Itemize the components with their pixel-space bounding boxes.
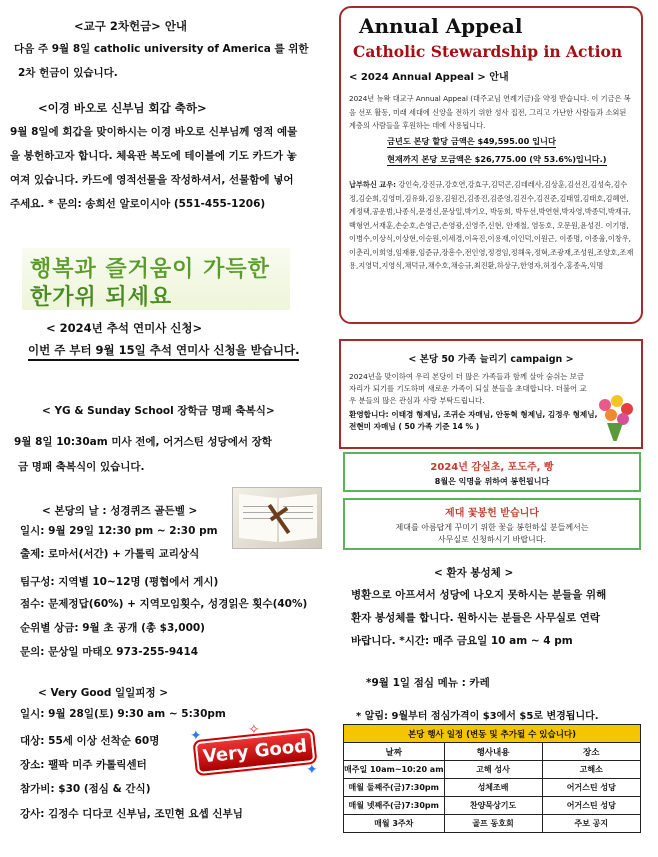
anniversary-line: 을 봉헌하고자 합니다. 체육관 복도에 테이블에 기도 카드가 놓 <box>10 150 297 162</box>
verygood-title: < Very Good 일일피정 > <box>38 687 169 699</box>
table-cell: 주보 공지 <box>542 815 640 833</box>
anniversary-line: 여져 있습니다. 카드에 영적선물을 작성하셔서, 선물함에 넣어 <box>10 174 294 186</box>
verygood-line: 참가비: $30 (점심 & 간식) <box>20 783 151 795</box>
table-cell: 고해소 <box>542 761 640 779</box>
parish-day-line: 문의: 문상일 마태오 973-255-9414 <box>20 646 199 658</box>
appeal-current: 현재까지 본당 모금액은 $26,775.00 (약 53.6%)입니다.) <box>387 154 607 164</box>
parish-day-line: 순위별 상금: 9월 초 공개 (총 $3,000) <box>20 622 205 634</box>
altar-flowers-title: 제대 꽃봉헌 받습니다 <box>445 508 539 519</box>
table-cell: 어거스틴 성당 <box>542 779 640 797</box>
chuseok-line: 이번 주 부터 9월 15일 추석 연미사 신청을 받습니다. <box>28 342 299 361</box>
altar-flowers-text <box>345 522 639 546</box>
campaign-title: < 본당 50 가족 늘리기 campaign > <box>408 354 574 365</box>
visitation-line: 병환으로 아프셔서 성당에 나오지 못하시는 분들을 위해 <box>351 589 607 601</box>
scholarship-line2: 금 명패 축복식이 있습니다. <box>18 461 145 473</box>
event-schedule-table <box>343 724 641 833</box>
table-cell: 성체조배 <box>444 779 542 797</box>
appeal-notice-title: < 2024 Annual Appeal > 안내 <box>349 72 509 83</box>
collection-line2: 2차 헌금이 있습니다. <box>18 67 118 79</box>
appeal-title: Annual Appeal <box>359 14 523 38</box>
parish-day-line: 팀구성: 지역별 10~12명 (평협에서 게시) <box>20 576 219 588</box>
table-row <box>344 815 641 833</box>
table-row <box>344 779 641 797</box>
anniversary-line: 9월 8일에 회갑을 맞이하시는 이경 바오로 신부님께 영적 예물 <box>10 126 298 138</box>
parish-day-line: 출제: 로마서(서간) + 가톨릭 교리상식 <box>20 548 200 560</box>
verygood-line: 강사: 김정수 디다코 신부님, 조민현 요셉 신부님 <box>20 808 243 820</box>
altar-flowers-box <box>343 498 641 550</box>
anniversary-title: <이경 바오로 신부님 회갑 축하> <box>38 101 207 115</box>
banner-line2: 한가위 되세요 <box>30 284 173 310</box>
star-icon: ✦ <box>190 728 202 744</box>
table-cell: 찬양묵상기도 <box>444 797 542 815</box>
altar-flowers-line: 제대를 아름답게 꾸미기 위한 꽃을 봉헌하실 분들께서는 <box>395 523 589 532</box>
welcome-names: 이태경 형제님, 조귀순 자매님, 안동혁 형제님, 김정우 형제님, 전현미 자매님 <box>349 410 598 431</box>
table-cell: 매주일 10am~10:20 am <box>344 761 445 779</box>
flower-bouquet-icon <box>593 395 637 443</box>
offering-line: 8월은 익명을 위하여 봉헌됩니다 <box>434 477 550 486</box>
collection-line1: 다음 주 9월 8일 catholic university of America 를 위한 <box>14 43 309 55</box>
lunch-price-notice: * 알림: 9월부터 점심가격이 $3에서 $5로 변경됩니다. <box>356 711 599 722</box>
collection-title: <교구 2차헌금> 안내 <box>74 19 188 33</box>
column-header: 행사내용 <box>444 743 542 761</box>
table-row <box>344 797 641 815</box>
very-good-logo <box>188 722 322 784</box>
altar-flowers-line: 사무실로 신청하시기 바랍니다. <box>437 535 547 544</box>
donors-label: 납부하신 교우: <box>349 180 397 189</box>
column-header: 장소 <box>542 743 640 761</box>
table-cell: 매월 3주차 <box>344 815 445 833</box>
table-cell: 매월 둘째주(금)7:30pm <box>344 779 445 797</box>
table-cell: 고해 성사 <box>444 761 542 779</box>
scholarship-title: < YG & Sunday School 장학금 명패 축복식> <box>42 405 275 417</box>
anniversary-line: 주세요. * 문의: 송희선 알로이시아 (551-455-1206) <box>10 198 266 210</box>
bible-image <box>232 487 322 549</box>
offering-title: 2024년 감실초, 포도주, 빵 <box>430 462 554 473</box>
anniversary-text <box>10 120 297 216</box>
chuseok-greeting-image <box>22 248 290 310</box>
campaign-box <box>339 339 643 449</box>
parish-day-line: 점수: 문제정답(60%) + 지역모임횟수, 성경읽은 횟수(40%) <box>20 598 308 610</box>
table-row <box>344 761 641 779</box>
table-cell: 어거스틴 성당 <box>542 797 640 815</box>
annual-appeal-box <box>339 6 643 324</box>
table-cell: 매월 넷째주(금)7:30pm <box>344 797 445 815</box>
donors-list: 강인숙,강진규,강호연,강효구,김덕곤,김데레사,김상훈,김선진,김성숙,김수정,김순희,김영미,김유화,김용,김원건,김종진,김준영,김진수,김진준,김태열,김태호,김혜연,계정택,공운범,나종식,문경신,문상일,박기오, 박동희, 박두선,박연현,박자영,박종덕,박재규,백형연,서재훈,손순호,손영근,손영광,신영주,신현, 안재철, 염동호, 오문원,윤성진. 이기명,이병수,이상식,이상현,이승원,이세경,이옥진,이용재,이인덕,이원근, 이종명, 이종율,이창우,이춘리,이희영,임재룡,임준규,장흥수,전인영,정경임,정해욱,정혁,조광재,조성원,조양호,조재용,지영덕,지영식,채덕규,채수호,채승규,최진환,하상구,한영자,허정수,홍종옥,익명 <box>349 180 634 270</box>
appeal-donors <box>349 178 635 273</box>
welcome-label: 환영합니다: <box>349 410 389 419</box>
star-icon: ✦ <box>306 762 318 778</box>
campaign-welcome <box>349 409 599 433</box>
column-header: 날짜 <box>344 743 445 761</box>
parish-day-title: < 본당의 날 : 성경퀴즈 골든벨 > <box>42 505 198 517</box>
visitation-title: < 환자 봉성체 > <box>434 567 514 579</box>
appeal-subtitle: Catholic Stewardship in Action <box>353 42 623 61</box>
visitation-line: 환자 봉성체를 합니다. 원하시는 분들은 사무실로 연락 <box>351 612 601 624</box>
appeal-goal: 금년도 본당 할당 금액은 $49,595.00 입니다 <box>387 136 556 146</box>
scholarship-line1: 9월 8일 10:30am 미사 전에, 어거스틴 성당에서 장학 <box>14 436 272 448</box>
chuseok-title: < 2024년 추석 연미사 신청> <box>46 321 203 335</box>
schedule-header: 본당 행사 일정 (변동 및 추가될 수 있습니다) <box>344 725 641 743</box>
verygood-line: 장소: 팰팍 미주 카톨릭센터 <box>20 759 147 771</box>
banner-line1: 행복과 즐거움이 가득한 <box>30 256 270 282</box>
lunch-menu: *9월 1일 점심 메뉴 : 카레 <box>366 677 490 689</box>
campaign-text: 2024년을 맞이하여 우리 본당이 더 많은 가족들과 함께 살아 숨쉬는 보금자리가 되기를 기도하며 새로운 가족이 되실 분들을 초대합니다. 더불어 교우 분들의 많은 관심과 사랑 부탁드립니다. <box>349 372 587 405</box>
tabernacle-offering-box <box>343 452 641 492</box>
very-good-logo-text: Very Good <box>195 730 316 774</box>
table-cell: 골프 동호회 <box>444 815 542 833</box>
appeal-intro: 2024년 뉴왁 대교구 Annual Appeal (대주교님 연례기금)을 약정 받습니다. 이 기금은 복음 선포 활동, 미래 세대에 신앙을 전하기 위한 성사 집전, 그리고 가난한 사람들과 소외된 계층의 사람들을 후원하는 데에 사용됩니다. <box>349 94 631 130</box>
parish-day-line: 일시: 9월 29일 12:30 pm ~ 2:30 pm <box>20 525 218 537</box>
visitation-line: 바랍니다. *시간: 매주 금요일 10 am ~ 4 pm <box>351 635 573 647</box>
verygood-line: 대상: 55세 이상 선착순 60명 <box>20 735 160 747</box>
verygood-line: 일시: 9월 28일(토) 9:30 am ~ 5:30pm <box>20 708 226 720</box>
campaign-goal-note: ( 50 가족 기준 14 % ) <box>398 422 480 431</box>
star-icon: ✧ <box>248 722 260 738</box>
